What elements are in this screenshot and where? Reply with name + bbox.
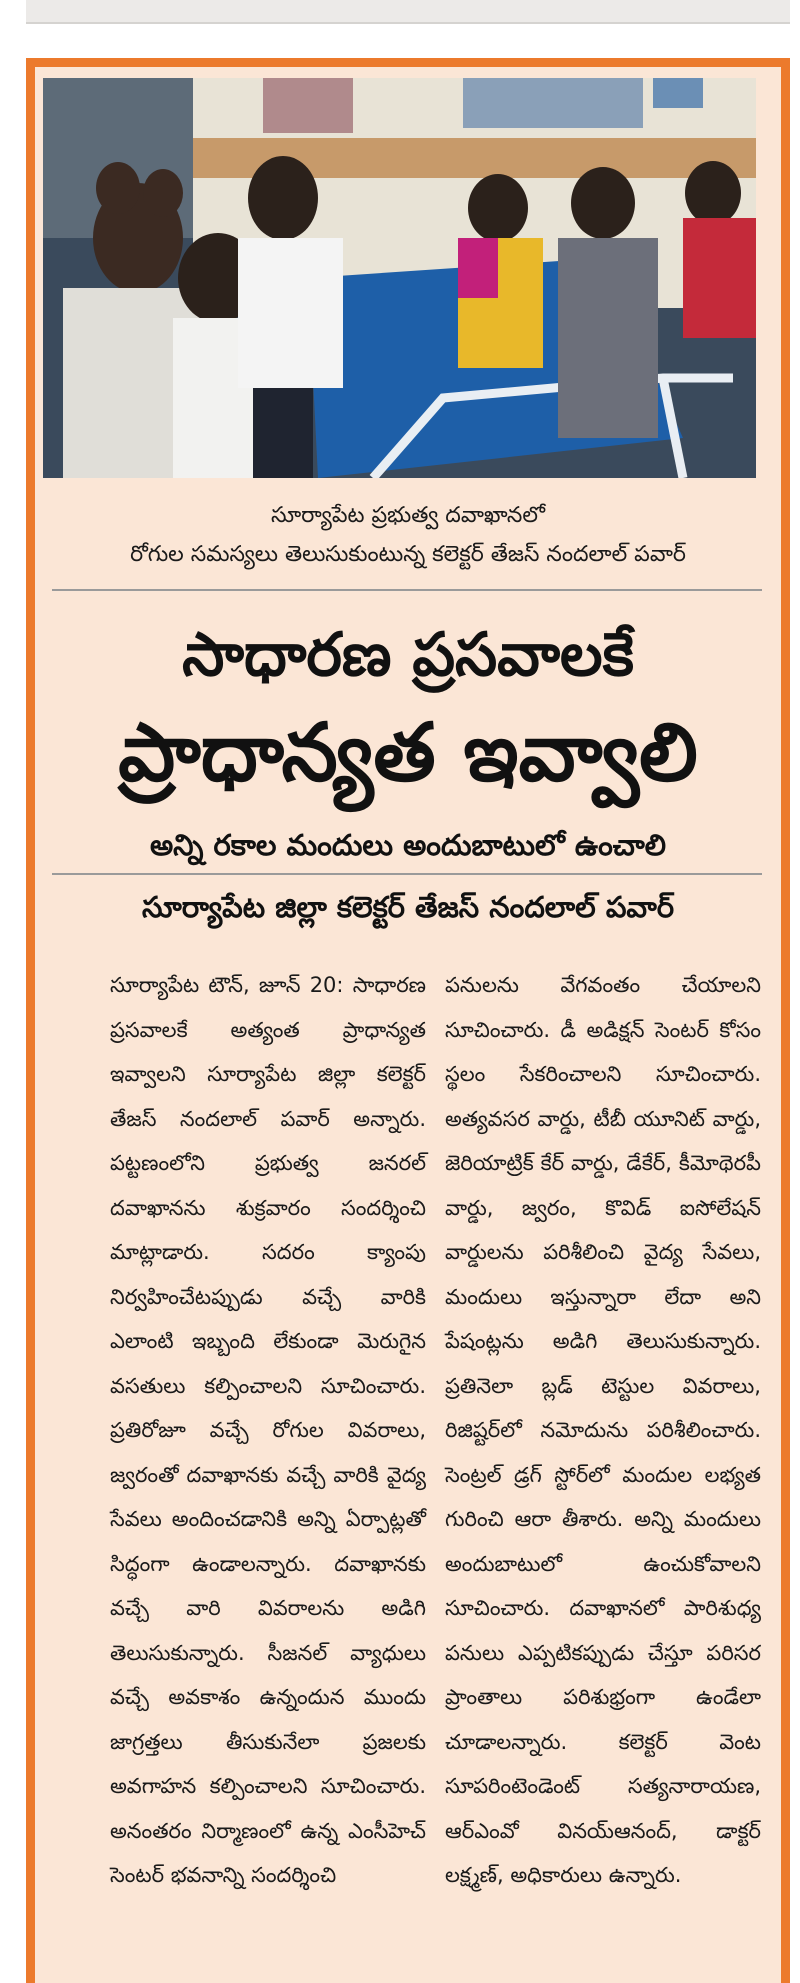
news-article	[26, 58, 790, 1983]
body-text-column-1: సూర్యాపేట టౌన్, జూన్ 20: సాధారణ ప్రసవాలకే అత్యంత ప్రాధాన్యత ఇవ్వాలని సూర్యాపేట జిల్లా కలెక్టర్ తేజస్ నందలాల్ పవార్ అన్నారు. పట్టణంలోని ప్రభుత్వ జనరల్ దవాఖానను శుక్రవారం సందర్శించి మాట్లాడారు. సదరం క్యాంపు నిర్వహించేటప్పుడు వచ్చే వారికి ఎలాంటి ఇబ్బంది లేకుండా మెరుగైన వసతులు కల్పించాలని సూచించారు. ప్రతిరోజూ వచ్చే రోగుల వివరాలు, జ్వరంతో దవాఖానకు వచ్చే వారికి వైద్య సేవలు అందించడానికి అన్ని ఏర్పాట్లతో సిద్ధంగా ఉండాలన్నారు. దవాఖానకు వచ్చే వారి వివరాలను అడిగి తెలుసుకున్నారు. సీజనల్ వ్యాధులు వచ్చే అవకాశం ఉన్నందున ముందు జాగ్రత్తలు తీసుకునేలా ప్రజలకు అవగాహన కల్పించాలని సూచించారు. అనంతరం నిర్మాణంలో ఉన్న ఎంసీహెచ్ సెంటర్ భవనాన్ని సందర్శించి	[110, 973, 426, 1887]
photo-caption-line1: సూర్యాపేట ప్రభుత్వ దవాఖానలో	[271, 503, 545, 528]
subheadline-1: అన్ని రకాల మందులు అందుబాటులో ఉంచాలి	[149, 828, 667, 862]
photo-caption-line2: రోగుల సమస్యలు తెలుసుకుంటున్న కలెక్టర్ తేజస్ నందలాల్ పవార్	[130, 542, 686, 567]
hospital-visit-photo	[43, 78, 756, 478]
article-border-top	[26, 58, 790, 67]
article-border-right	[781, 58, 790, 1983]
headline-line2: ప్రాధాన్యత ఇవ్వాలి	[118, 706, 698, 799]
headline-line1: సాధారణ ప్రసవాలకే	[182, 620, 634, 690]
photo-illustration	[43, 78, 756, 478]
article-column-1	[110, 963, 426, 1898]
article-border-left	[26, 58, 35, 1983]
top-strip	[26, 0, 790, 24]
divider	[52, 589, 762, 591]
subheadline-2: సూర్యాపేట జిల్లా కలెక్టర్ తేజస్ నందలాల్ పవార్	[141, 890, 675, 924]
divider	[52, 873, 762, 875]
body-text-column-2: పనులను వేగవంతం చేయాలని సూచించారు. డీ అడిక్షన్ సెంటర్ కోసం స్థలం సేకరించాలని సూచించారు. అత్యవసర వార్డు, టీబీ యూనిట్ వార్డు, జెరియాట్రిక్ కేర్ వార్డు, డేకేర్, కీమోథెరపీ వార్డు, జ్వరం, కొవిడ్ ఐసోలేషన్ వార్డులను పరిశీలించి వైద్య సేవలు, మందులు ఇస్తున్నారా లేదా అని పేషంట్లను అడిగి తెలుసుకున్నారు. ప్రతినెలా బ్లడ్ టెస్టుల వివరాలు, రిజిష్టర్‌లో నమోదును పరిశీలించారు. సెంట్రల్ డ్రగ్ స్టోర్‌లో మందుల లభ్యత గురించి ఆరా తీశారు. అన్ని మందులు అందుబాటులో ఉంచుకోవాలని సూచించారు. దవాఖానలో పారిశుధ్య పనులు ఎప్పటికప్పుడు చేస్తూ పరిసర ప్రాంతాలు పరిశుభ్రంగా ఉండేలా చూడాలన్నారు. కలెక్టర్ వెంట సూపరింటెండెంట్ సత్యనారాయణ, ఆర్‌ఎంవో వినయ్‌ఆనంద్, డాక్టర్ లక్ష్మణ్, అధికారులు ఉన్నారు.	[445, 973, 761, 1887]
article-column-2	[445, 963, 761, 1898]
